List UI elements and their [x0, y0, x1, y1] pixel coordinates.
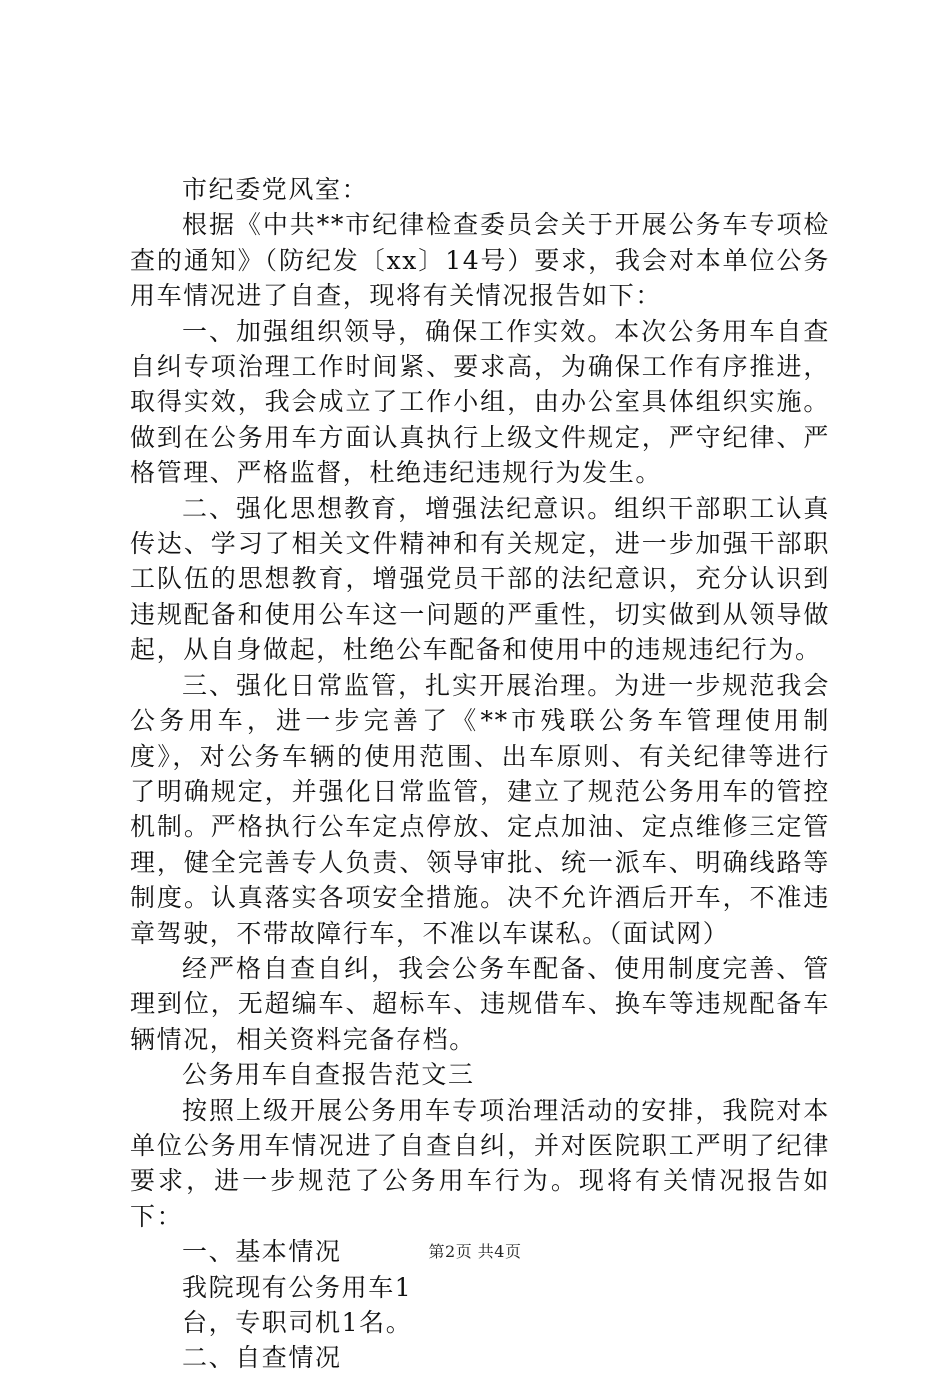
self-check-heading: 二、自查情况 — [182, 1343, 342, 1373]
basic-situation-heading: 一、基本情况 — [182, 1237, 342, 1267]
intro-paragraph: 根据《中共**市纪律检查委员会关于开展公务车专项检查的通知》（防纪发〔xx〕14号）要求，我会对本单位公务用车情况进了自查，现将有关情况报告如下： — [130, 210, 830, 311]
sample-heading: 公务用车自查报告范文三 — [182, 1060, 475, 1090]
sample-intro-paragraph: 按照上级开展公务用车专项治理活动的安排，我院对本单位公务用车情况进了自查自纠，并对医院职工严明了纪律要求，进一步规范了公务用车行为。现将有关情况报告如下： — [130, 1095, 830, 1231]
section-one-paragraph: 一、加强组织领导，确保工作实效。本次公务用车自查自纠专项治理工作时间紧、要求高，为确保工作有序推进，取得实效，我会成立了工作小组，由办公室具体组织实施。做到在公务用车方面认真执行上级文件规定，严守纪律、严格管理、严格监督，杜绝违纪违规行为发生。 — [130, 316, 830, 488]
page-number-footer: 第2页 共4页 — [428, 1242, 522, 1261]
document-body — [130, 172, 830, 1376]
section-two-paragraph: 二、强化思想教育，增强法纪意识。组织干部职工认真传达、学习了相关文件精神和有关规定，进一步加强干部职工队伍的思想教育，增强党员干部的法纪意识，充分认识到违规配备和使用公车这一问题的严重性，切实做到从领导做起，从自身做起，杜绝公车配备和使用中的违规违纪行为。 — [130, 493, 830, 665]
vehicle-count-line: 我院现有公务用车1 — [182, 1272, 413, 1302]
conclusion-paragraph: 经严格自查自纠，我会公务车配备、使用制度完善、管理到位，无超编车、超标车、违规借车、换车等违规配备车辆情况，相关资料完备存档。 — [130, 953, 830, 1054]
salutation: 市纪委党风室： — [182, 175, 369, 204]
section-three-paragraph: 三、强化日常监管，扎实开展治理。为进一步规范我会公务用车，进一步完善了《**市残联公务车管理使用制度》，对公务车辆的使用范围、出车原则、有关纪律等进行了明确规定，并强化日常监管，建立了规范公务用车的管控机制。严格执行公车定点停放、定点加油、定点维修三定管理，健全完善专人负责、领导审批、统一派车、明确线路等制度。认真落实各项安全措施。决不允许酒后开车，不准违章驾驶，不带故障行车，不准以车谋私。（面试网） — [130, 670, 830, 948]
driver-count-line: 台，专职司机1名。 — [182, 1308, 413, 1337]
